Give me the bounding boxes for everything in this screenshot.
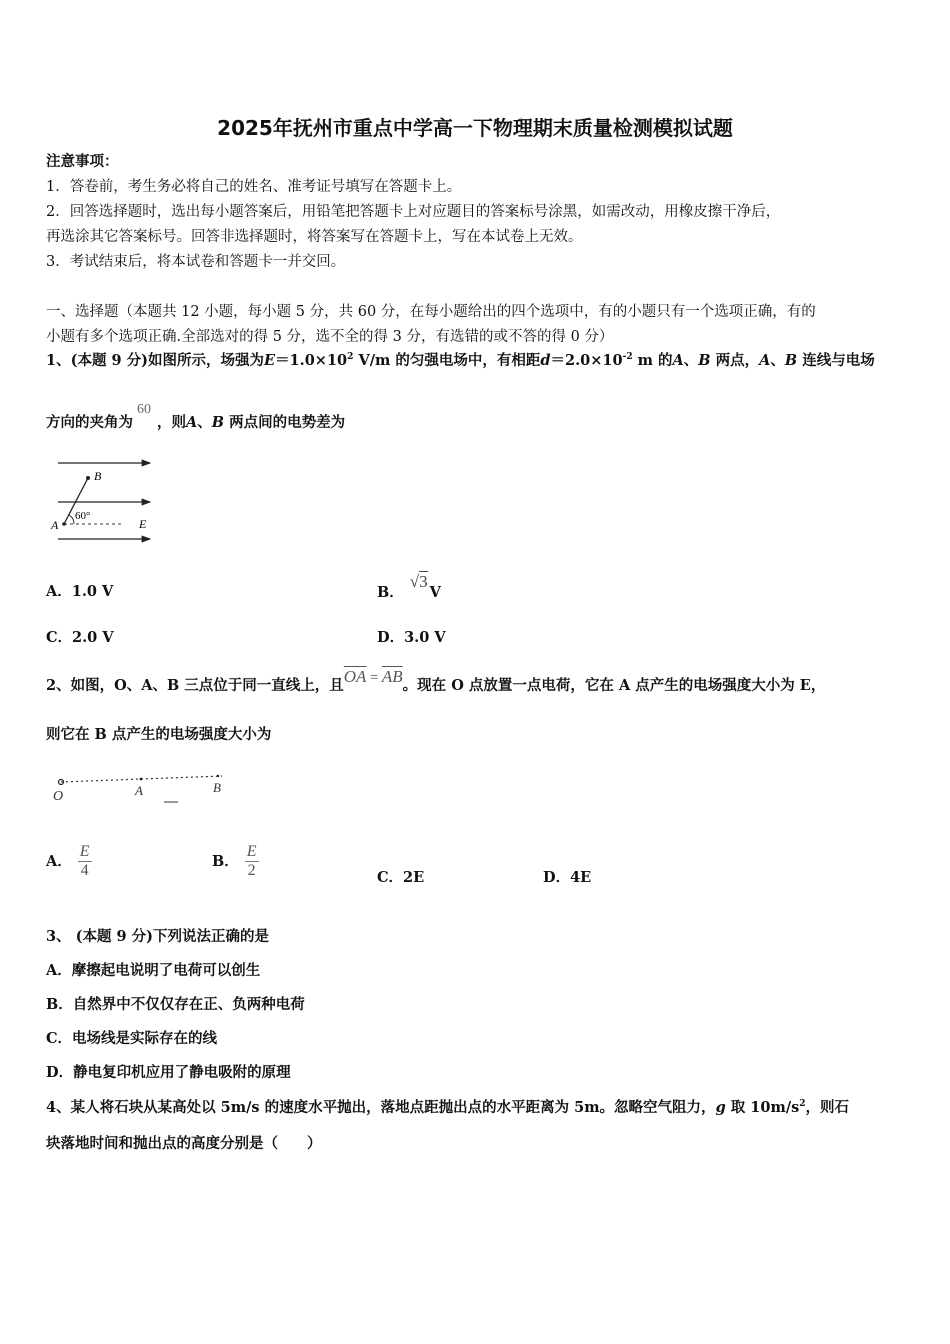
page-title: 2025年抚州市重点中学高一下物理期末质量检测模拟试题 [217, 116, 733, 140]
notice-item: 2．回答选择题时，选出每小题答案后，用铅笔把答题卡上对应题目的答案标号涂黑，如需改动，用橡皮擦干净后， [46, 204, 781, 220]
label-e: E [139, 517, 147, 531]
q2-line-diagram [46, 768, 236, 808]
q1-option-b: B．√3V [377, 572, 441, 601]
q1-stem-line2: 方向的夹角为60，则A、B 两点间的电势差为 [46, 402, 346, 431]
section-heading: 一、选择题（本题共 12 小题，每小题 5 分，共 60 分，在每小题给出的四个选项中，有的小题只有一个选项正确，有的 [46, 304, 816, 320]
notice-item: 再选涂其它答案标号。回答非选择题时，将答案写在答题卡上，写在本试卷上无效。 [46, 229, 583, 245]
q3-option: D．静电复印机应用了静电吸附的原理 [46, 1064, 291, 1081]
label-o: O [53, 789, 64, 804]
q2-stem-line2: 则它在 B 点产生的电场强度大小为 [46, 726, 272, 743]
angle-label: 60° [75, 510, 91, 522]
q4-stem-line2: 块落地时间和抛出点的高度分别是（ ） [46, 1135, 322, 1152]
q3-option: C．电场线是实际存在的线 [46, 1030, 218, 1047]
q1-option-d: D．3.0 V [377, 629, 446, 646]
point-b [217, 775, 219, 777]
q4-stem: 4、某人将石块从某高处以 5m/s 的速度水平抛出，落地点距抛出点的水平距离为 5m。忽略空气阻力，g 取 $10m/s^2$，则石 [46, 1099, 850, 1116]
q2-option-b: B． $\frac{E}{2}$ [212, 843, 257, 879]
point-b [86, 476, 90, 480]
label-b: B [213, 780, 221, 795]
notice-item: 3．考试结束后，将本试卷和答题卡一并交回。 [46, 254, 346, 270]
q1-option-c: C．2.0 V [46, 629, 114, 646]
q2-option-d: D．4E [543, 869, 592, 886]
section-heading: 小题有多个选项正确.全部选对的得 5 分，选不全的得 3 分，有选错的或不答的得 0 分） [46, 329, 614, 345]
q1-option-a: A．1.0 V [46, 583, 114, 600]
q2-option-c: C．2E [377, 869, 425, 886]
q3-option: A．摩擦起电说明了电荷可以创生 [46, 962, 261, 979]
point-a [140, 778, 143, 781]
notice-heading: 注意事项： [46, 153, 119, 170]
q2-stem: 2、如图，O、A、B 三点位于同一直线上，且$\overline{OA} = \overline{AB}$。现在 O 点放置一点电荷，它在 A 点产生的电场强度大小为 E， [46, 667, 826, 694]
q3-stem: 3、 (本题 9 分)下列说法正确的是 [46, 928, 270, 945]
notice-item: 1．答卷前，考生务必将自己的姓名、准考证号填写在答题卡上。 [46, 179, 462, 195]
q1-stem: 1、(本题 9 分)如图所示，场强为$E=1.0\times 10^2$ V/m 的匀强电场中，有相距$d=2.0\times 10^{-2}$ m 的A、B 两点，A、B 连线与电场 [46, 352, 875, 369]
q1-field-diagram [46, 452, 166, 548]
angle-value: 60 [137, 402, 151, 417]
point-a [62, 522, 66, 526]
label-b: B [94, 469, 102, 483]
label-a: A [135, 783, 143, 798]
label-a: A [51, 518, 59, 532]
q3-option: B．自然界中不仅仅存在正、负两种电荷 [46, 996, 305, 1013]
q2-option-a: A． $\frac{E}{4}$ [46, 843, 90, 879]
